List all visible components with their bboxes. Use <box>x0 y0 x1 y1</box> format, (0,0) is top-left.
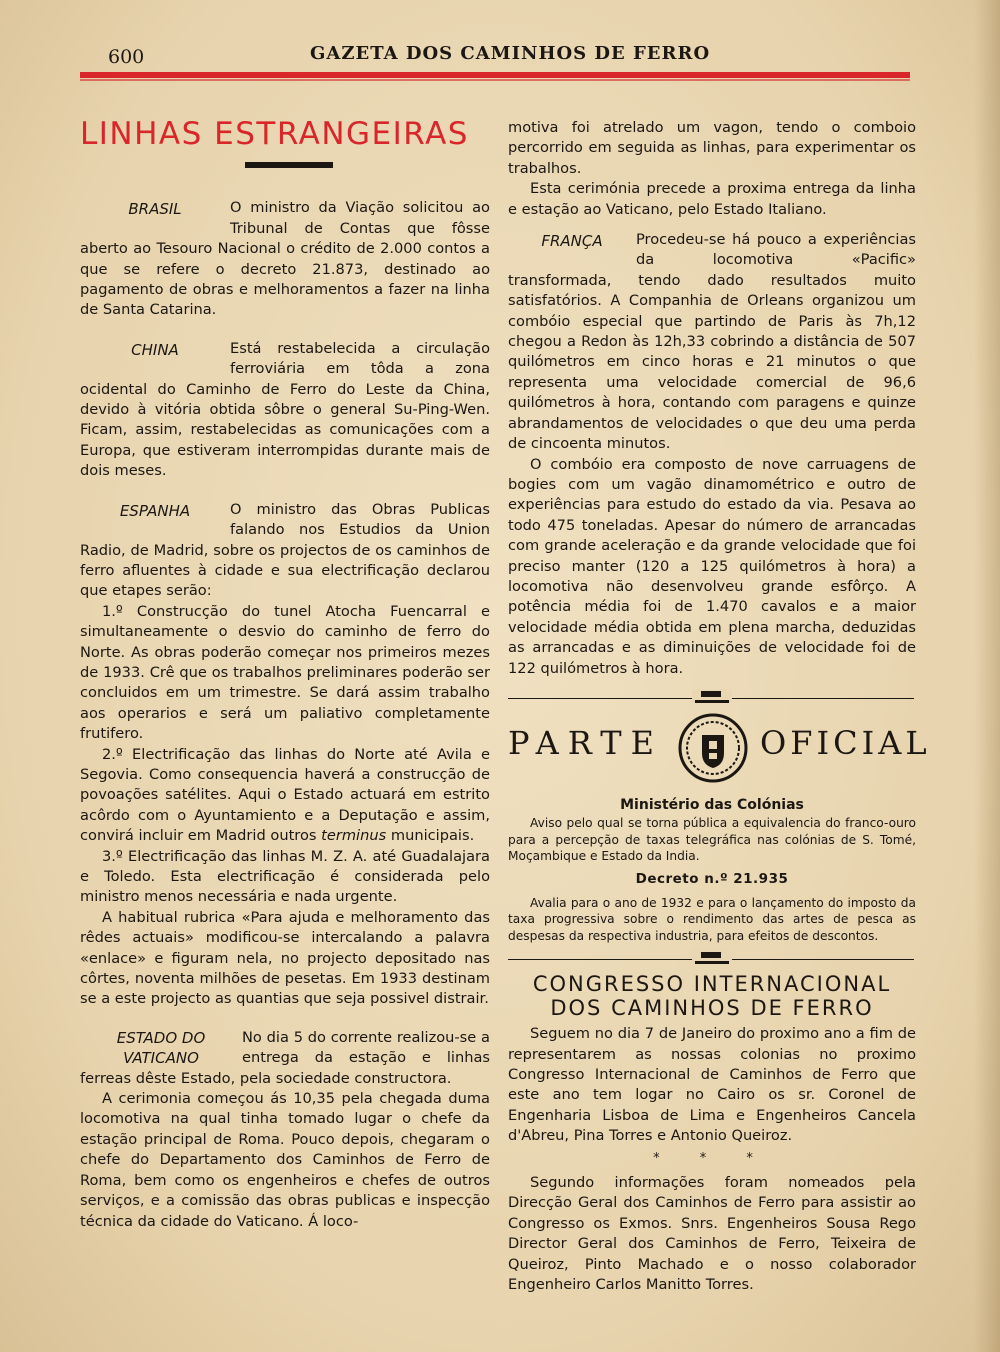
aviso-text: Aviso pelo qual se torna pública a equivalencia do franco-ouro para a percepção de taxas telegráfica nas colónias de S. Tomé, Moçambique e Estado da India. <box>508 816 916 864</box>
espanha-item-2-pre: 2.º Electrificação das linhas do Norte até Avila e Segovia. Como consequencia haverá a construcção de povoações satélites. Aqui o Estado actuará em estrito acôrdo com o Ayuntamiento e a Deputação e assim, convirá incluir em Madrid outros <box>80 745 490 845</box>
article-franca <box>508 230 916 679</box>
franca-text: Procedeu-se há pouco a experiências da locomotiva «Pacific» transformada, tendo dado resultados muito satisfatórios. A Companhia de Orleans organizou um combóio especial que partindo de Paris às 7h,12 chegou a Redon às 12h,33 cobrindo a distância de 507 quilómetros em cinco horas e 21 minutos o que representa uma velocidade comercial de 96,6 quilómetros à hora, contando com paragens e quinze abrandamentos de velocidades o que deu uma perda de cincoenta minutos. <box>508 231 916 453</box>
page-header <box>80 38 910 72</box>
article-espanha <box>80 500 490 1010</box>
parte-oficial-heading <box>508 711 931 781</box>
congresso-text: Seguem no dia 7 de Janeiro do proximo ano a fim de representarem as nossas colonias no proximo Congresso Internacional de Caminhos de Ferro que este ano tem logar no Cairo os sr. Coronel de Engenharia Lisboa de Lima e Engenheiros Cancela d'Abreu, Pina Torres e Antonio Queiroz. <box>508 1025 916 1145</box>
locomotive-divider <box>508 689 914 705</box>
espanha-text: O ministro das Obras Publicas falando nos Estudios da Union Radio, de Madrid, sobre os projectos de os caminhos de ferro afluentes à cidade e sua electrificação declarou que etapes serão: <box>80 500 490 600</box>
franca-label: FRANÇA <box>541 232 603 251</box>
oficial-word: OFICIAL <box>760 723 931 762</box>
vaticano-label-line2: VATICANO <box>123 1049 199 1068</box>
espanha-rubrica: A habitual rubrica «Para ajuda e melhoramento das rêdes actuais» modificou-se intercalando a palavra «enlace» e figuram nela, no projecto depositado nas côrtes, noventa milhões de pesetas. Em 1933 destinam se a este projecto as quantias que seja possivel distrair. <box>80 908 490 1008</box>
congresso-text-2: Segundo informações foram nomeados pela Direcção Geral dos Caminhos de Ferro para assistir ao Congresso os Exmos. Snrs. Engenheiros Sousa Rego Director Geral dos Caminhos de Ferro, Teixeira de Queiroz, Pinto Machado e o nosso colaborador Engenheiro Carlos Manitto Torres. <box>508 1174 916 1294</box>
journal-title: GAZETA DOS CAMINHOS DE FERRO <box>310 43 711 64</box>
china-text: Está restabelecida a circulação ferroviária em tôda a zona ocidental do Caminho de Ferro do Leste da China, devido à vitória obtida sôbre o general Su-Ping-Wen. Ficam, assim, restabelecidas as comunicações com a Europa, que estiveram interrompidas durante mais de dois meses. <box>80 339 490 480</box>
locomotive-divider-2 <box>508 950 914 966</box>
congresso-title-line1: CONGRESSO INTERNACIONAL <box>532 972 892 997</box>
espanha-item-2 <box>80 745 490 847</box>
brasil-label: BRASIL <box>128 200 182 219</box>
page-edge-shadow <box>974 0 1000 1352</box>
espanha-item-2-term: terminus <box>321 827 387 845</box>
ministerio-heading: Ministério das Colónias <box>620 796 804 813</box>
espanha-item-2-post: municipais. <box>386 827 475 845</box>
asterism-divider: * * * <box>653 1150 771 1166</box>
header-red-rule-thin <box>80 79 910 81</box>
china-label: CHINA <box>131 340 179 359</box>
article-china <box>80 339 490 482</box>
espanha-item-1: 1.º Construcção do tunel Atocha Fuencarral e simultaneamente o desvio do caminho de ferro do Norte. As obras poderão começar nos primeiros mezes de 1933. Crê que os trabalhos preliminares poderão ser concluidos em um trimestre. Se dará assim trabalho aos operarios e será um paliativo completamente frutifero. <box>80 602 490 743</box>
espanha-item-3: 3.º Electrificação das linhas M. Z. A. até Guadalajara e Toledo. Esta electrificação é considerada pelo ministro menos necessária e nada urgente. <box>80 847 490 906</box>
title-rule <box>245 162 333 168</box>
congresso-title-line2: DOS CAMINHOS DE FERRO <box>550 996 874 1021</box>
article-brasil <box>80 198 490 320</box>
vaticano-text-2: A cerimonia começou ás 10,35 pela chegada duma locomotiva na qual tinha tomado lugar o chefe da estação principal de Roma. Pouco depois, chegaram o chefe do Departamento dos Caminhos de Ferro de Roma, bem como os engenheiros e chefes de outros serviços, e a comissão das obras publicas e inspecção técnica da cidade do Vaticano. Á loco- <box>80 1090 490 1230</box>
header-red-rule <box>80 72 910 78</box>
article-vaticano <box>80 1028 490 1232</box>
brasil-text: O ministro da Viação solicitou ao Tribunal de Contas que fôsse aberto ao Tesouro Nacional o crédito de 2.000 contos a que se refere o decreto 21.873, destinado ao pagamento de obras e melhoramentos a fazer na linha de Santa Catarina. <box>80 199 490 319</box>
section-title: LINHAS ESTRANGEIRAS <box>80 116 469 152</box>
decreto-heading: Decreto n.º 21.935 <box>635 870 789 887</box>
vaticano-continued: motiva foi atrelado um vagon, tendo o comboio percorrido em seguida as linhas, para experimentar os trabalhos. <box>508 119 916 177</box>
franca-text-2: O combóio era composto de nove carruagens de bogies com um vagão dinamométrico e outro de experiências para estudo do estado da via. Pesava ao todo 475 toneladas. Apesar do número de arrancadas com grande aceleração e da grande velocidade que foi preciso manter (120 a 125 quilómetros à hora) a locomotiva não desenvolveu grande esfôrço. A potência média foi de 1.470 cavalos e a maior velocidade média obtida em plena marcha, deduzidas as arrancadas e as diminuições de velocidade foi de 122 quilómetros à hora. <box>508 455 916 677</box>
left-column <box>80 118 490 1232</box>
decreto-text: Avalia para o ano de 1932 e para o lançamento do imposto da taxa progressiva sobre o rendimento das artes de pesca as despesas da respectiva industria, para efeitos de descontos. <box>508 896 916 943</box>
right-column <box>508 118 931 1296</box>
vaticano-text: No dia 5 do corrente realizou-se a entrega da estação e linhas ferreas dêste Estado, pela sociedade constructora. <box>80 1028 490 1087</box>
parte-word: PARTE <box>508 723 663 762</box>
vaticano-label-line1: ESTADO DO <box>116 1028 206 1047</box>
page-number: 600 <box>108 46 145 68</box>
vaticano-continued-2: Esta cerimónia precede a proxima entrega da linha e estação ao Vaticano, pelo Estado Italiano. <box>508 180 916 218</box>
coat-of-arms-seal <box>678 713 748 783</box>
locomotive-icon-2 <box>692 950 732 964</box>
espanha-label: ESPANHA <box>119 501 191 520</box>
congresso-title <box>508 972 916 1020</box>
vaticano-label <box>80 1028 242 1069</box>
locomotive-icon <box>692 689 732 703</box>
